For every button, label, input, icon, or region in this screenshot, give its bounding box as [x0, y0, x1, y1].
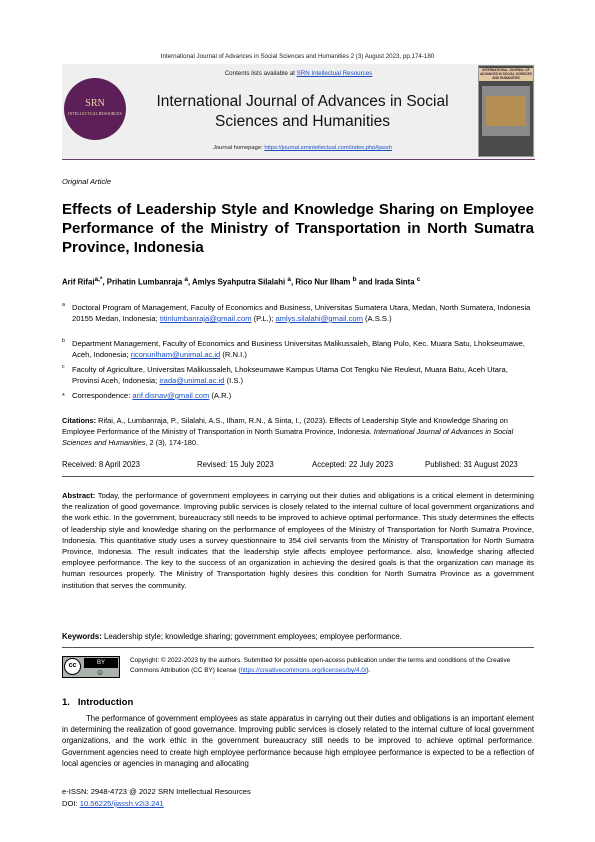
- introduction-text: The performance of government employees as state apparatus in carrying out their duties and obligations is an important element in determining the realization of good governance. Improving public services is closely related to the internal culture of local government organizations, and the work ethic in the government bureaucracy still needs to be improved to achieve optimal performance. Government agencies need to create high employee performance because high employee performance is expected to be a reflection of local agencies or agencies in managing and allocating: [62, 714, 534, 768]
- author-name: Prihatin Lumbanraja: [106, 277, 183, 287]
- affiliation-end: (A.S.S.): [362, 314, 392, 323]
- affiliation-mid: (P.L.);: [251, 314, 276, 323]
- affiliation-marker: c: [62, 364, 65, 370]
- citation: [62, 415, 534, 448]
- received-date: Received: 8 April 2023: [62, 460, 141, 469]
- attribution-icon: ☺: [95, 668, 105, 677]
- keywords-label: Keywords:: [62, 632, 102, 641]
- author-list: Arif Rifai$^{a,*}$, Prihatin Lumbanraja $^a$, Amlys Syahputra Silalahi $^a$, Rico Nur Ilham $^b$ and Irada Sinta $^c$: [62, 276, 421, 287]
- affiliation-c: [62, 364, 534, 386]
- section-number: 1.: [62, 697, 70, 708]
- author-sup: b: [352, 276, 357, 283]
- license-link[interactable]: https://creativecommons.org/licenses/by/4.0/: [240, 667, 367, 674]
- author-sup: c: [416, 276, 421, 283]
- paper-title: Effects of Leadership Style and Knowledge Sharing on Employee Performance of the Ministry of Transportation in North Sumatra Province, Indonesia: [62, 201, 534, 256]
- keywords-text: Leadership style; knowledge sharing; government employees; employee performance.: [101, 632, 402, 641]
- cover-art-accent: [486, 96, 526, 126]
- abstract-text: Today, the performance of government employees in carrying out their duties and obligations is a critical element in determining the realization of good governance. Improving public services is closely related to the internal culture of local government organizations and the work ethic. In the government, bureaucracy still needs to be improved to achieve optimal performance. This study determines the effects of leadership style and knowledge sharing on the performance of employees of the Ministry of Transportation for North Sumatra Province, Indonesia. This quantitative study uses a survey questionnaire to 354 civil servants from the Ministry of Transportation for North Sumatra Province, Indonesia. The result indicates that the leadership style affects employee performance. also, knowledge sharing affected employee performance. The key to the success of an organization in achieving the desired goals is that the organization can manage its human resources properly. The Ministry of Transportation highly desires this condition for North Sumatra Province as a government institution that serves the community.: [62, 491, 534, 590]
- journal-title-line1: International Journal of Advances in Social: [156, 93, 449, 110]
- correspondence-marker: *: [62, 391, 65, 400]
- logo-text: SRN: [85, 98, 105, 109]
- journal-logo: [64, 78, 126, 140]
- running-head: International Journal of Advances in Social Sciences and Humanities 2 (3) August 2023, pp.174-180: [160, 53, 435, 60]
- journal-title-line2: Sciences and Humanities: [215, 113, 390, 130]
- copyright-text: Copyright: © 2022-2023 by the authors. Submitted for possible open-access publication under the terms and conditions of the Creative Commons Attribution (CC BY) license (: [130, 657, 511, 674]
- email-link[interactable]: irada@unimal.ac.id: [159, 376, 225, 385]
- author-name: Amlys Syahputra Silalahi: [192, 277, 286, 287]
- copyright-notice: [130, 656, 535, 676]
- author-name: Rico Nur Ilham: [295, 277, 351, 287]
- affiliation-end: (R.N.I.): [220, 350, 247, 359]
- article-type: Original Article: [62, 177, 112, 186]
- affiliation-text: Doctoral Program of Management, Faculty of Economics and Business, Universitas Sumatera Utara, Medan, North Sumatera, Indonesia 20155 Medan, Indonesia;: [72, 303, 531, 323]
- abstract-label: Abstract:: [62, 491, 96, 500]
- correspondence: [62, 390, 534, 401]
- affiliation-text: Faculty of Agriculture, Universitas Malikussaleh, Lhokseumawe Kampus Utama Cot Tengku Nie Reuleut, Muara Batu, Aceh Utara, Provinsi Aceh, Indonesia;: [72, 365, 508, 385]
- doi-prefix: DOI:: [62, 799, 80, 808]
- divider: [62, 647, 534, 648]
- page-footer: [62, 786, 534, 810]
- by-label: BY: [84, 658, 118, 668]
- doi-link[interactable]: 10.56225/ijassh.v2i3.241: [79, 799, 164, 808]
- revised-date: Revised: 15 July 2023: [197, 460, 274, 469]
- published-date: Published: 31 August 2023: [425, 460, 518, 469]
- contents-line: [62, 70, 535, 77]
- copyright-tail: ).: [366, 667, 371, 674]
- email-link[interactable]: amlys.silalahi@gmail.com: [275, 314, 363, 323]
- author-name: Arif Rifai: [62, 277, 95, 287]
- section-heading: [62, 697, 133, 708]
- email-link[interactable]: titinlumbanraja@gmail.com: [159, 314, 252, 323]
- affiliation-b: [62, 338, 534, 360]
- section-title: Introduction: [77, 697, 134, 708]
- correspondence-label: Correspondence:: [72, 391, 133, 400]
- citation-text: Rifai, A., Lumbanraja, P., Silalahi, A.S., Ilham, R.N., & Sinta, I., (2023). Effects of Leadership Style and Knowledge Sharing on Employee Performance of the Ministry of Transportation in North Sumatra Province, Indonesia.: [62, 416, 508, 436]
- logo-subtext: INTELLECTUAL RESOURCES: [68, 111, 122, 116]
- affiliation-a: [62, 302, 534, 324]
- author-sup: a: [184, 276, 188, 283]
- cc-icon: cc: [64, 658, 81, 675]
- abstract: [62, 490, 534, 591]
- doi-line: [62, 798, 534, 810]
- affiliation-text: Department Management, Faculty of Economics and Business Universitas Malikussaleh, Blang Pulo, Kec. Muara Satu, Lhokseumawe, Aceh, Indonesia;: [72, 339, 525, 359]
- journal-title: [130, 92, 475, 132]
- affiliation-marker: a: [62, 302, 65, 308]
- issn-line: e-ISSN: 2948-4723 @ 2022 SRN Intellectual Resources: [62, 787, 251, 796]
- author-sup: a: [287, 276, 291, 283]
- accepted-date: Accepted: 22 July 2023: [312, 460, 394, 469]
- publisher-link[interactable]: SRN Intellectual Resources: [296, 70, 373, 77]
- divider: [62, 476, 534, 477]
- author-sup: a,*: [94, 276, 103, 283]
- affiliation-marker: b: [62, 338, 65, 344]
- citation-label: Citations:: [62, 416, 97, 425]
- email-link[interactable]: arif.disnav@gmail.com: [132, 391, 210, 400]
- contents-prefix: Contents lists available at: [224, 70, 297, 77]
- citation-journal: International Journal of Advances in Social Sciences and Humanities: [62, 427, 514, 447]
- author-name: Irada Sinta: [374, 277, 415, 287]
- correspondence-end: (A.R.): [209, 391, 232, 400]
- cover-title: INTERNATIONAL JOURNAL OF ADVANCES IN SOCIAL SCIENCES AND HUMANITIES: [480, 68, 532, 80]
- affiliation-end: (I.S.): [224, 376, 244, 385]
- email-link[interactable]: riconurilham@unimal.ac.id: [130, 350, 221, 359]
- citation-tail: , 2 (3), 174-180.: [145, 438, 198, 447]
- homepage-prefix: Journal homepage:: [213, 145, 265, 151]
- keywords: [62, 632, 534, 641]
- homepage-link[interactable]: https://journal.srnintellectual.com/index.php/ijassh: [264, 145, 392, 151]
- journal-homepage: [130, 145, 475, 151]
